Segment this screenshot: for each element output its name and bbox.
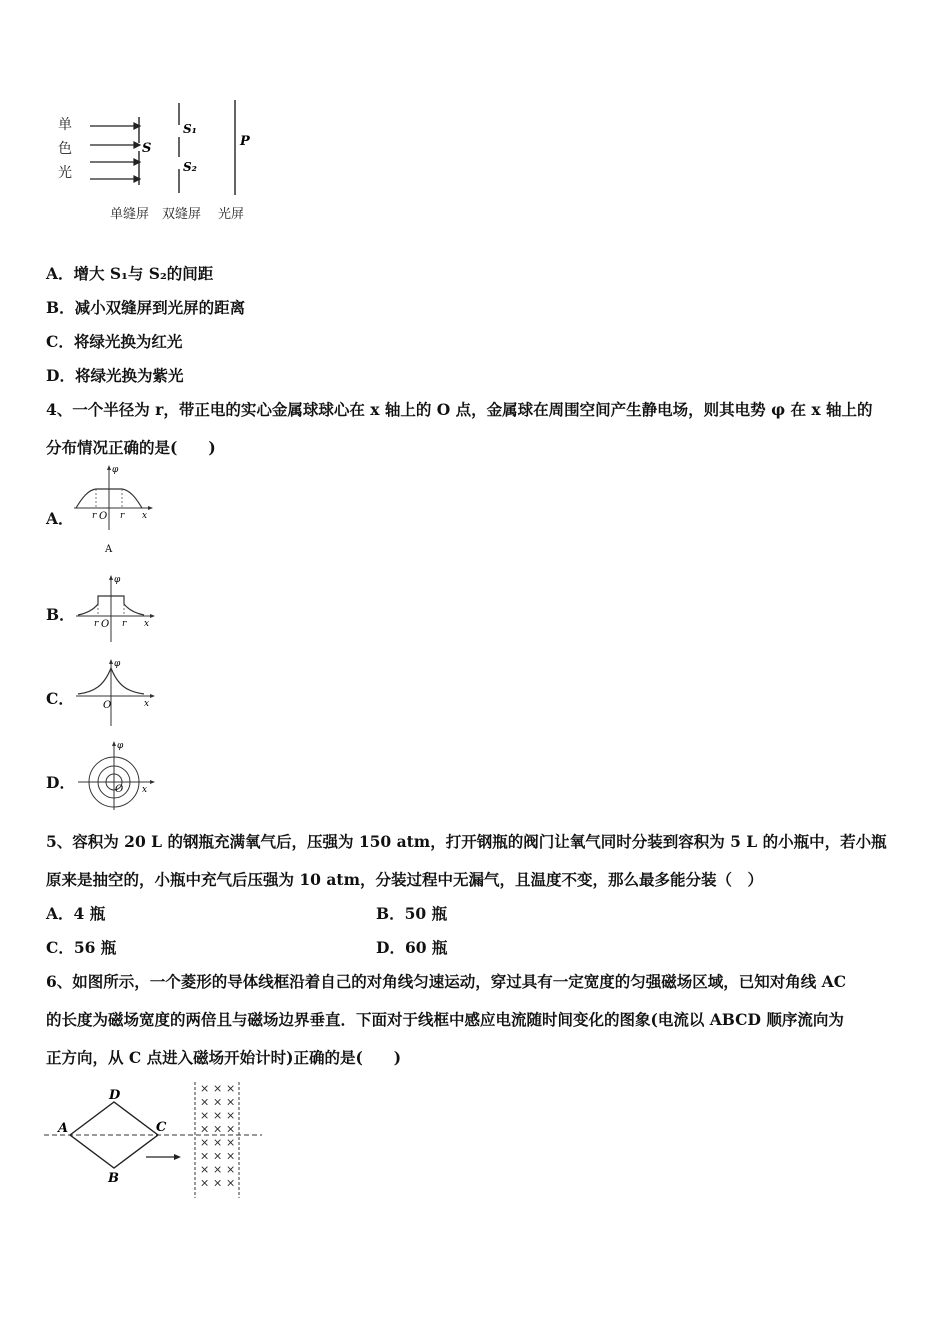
field-cross-icon: × <box>200 1082 210 1095</box>
option-text: 减小双缝屏到光屏的距离 <box>74 298 246 317</box>
vertex-b: B <box>108 1171 119 1186</box>
q3-option-c[interactable] <box>46 330 182 352</box>
field-cross-icon: × <box>213 1109 223 1122</box>
option-key: A． <box>46 264 74 283</box>
field-cross-icon: × <box>213 1095 223 1109</box>
axis-x: x <box>144 619 150 629</box>
q5-stem-line2: 原来是抽空的，小瓶中充气后压强为 10 atm，分装过程中无漏气，且温度不变，那么最多能分装（ ） <box>46 870 763 889</box>
option-key: C． <box>46 332 74 351</box>
option-text: 60 瓶 <box>404 938 448 957</box>
field-cross-icon: × <box>213 1122 223 1136</box>
label-s1: S₁ <box>183 122 197 136</box>
q4-graph-c[interactable] <box>74 656 164 728</box>
field-cross-icon: × <box>200 1109 210 1122</box>
light-char-3: 光 <box>58 165 72 181</box>
label-s: S <box>142 141 152 156</box>
q6-stem-line2: 的长度为磁场宽度的两倍且与磁场边界垂直．下面对于线框中感应电流随时间变化的图象(电流以 ABCD 顺序流向为 <box>46 1010 844 1029</box>
field-cross-icon: × <box>213 1149 223 1163</box>
field-cross-icon: × <box>200 1176 210 1190</box>
light-char-1: 单 <box>58 117 72 133</box>
q3-option-b[interactable] <box>46 296 245 318</box>
field-cross-icon: × <box>213 1136 223 1149</box>
axis-r-left: r <box>92 511 97 521</box>
axis-x: x <box>144 699 150 709</box>
q4-option-d-key[interactable]: D． <box>46 773 75 792</box>
vertex-a: A <box>58 1121 69 1136</box>
q4-graph-d[interactable] <box>74 738 164 812</box>
field-cross-icon: × <box>226 1122 236 1136</box>
axis-phi: φ <box>117 741 124 751</box>
field-cross-icon: × <box>226 1109 236 1122</box>
q5-stem-line1: 5、容积为 20 L 的钢瓶充满氧气后，压强为 150 atm，打开钢瓶的阀门让氧气同时分装到容积为 5 L 的小瓶中，若小瓶 <box>46 832 887 851</box>
axis-r-right: r <box>120 511 125 521</box>
option-key: D． <box>376 938 405 957</box>
option-key: C． <box>46 938 74 957</box>
label-s2: S₂ <box>183 160 197 174</box>
field-cross-icon: × <box>226 1095 236 1109</box>
field-cross-icon: × <box>213 1082 223 1095</box>
q5-option-b[interactable] <box>376 902 447 924</box>
field-cross-icon: × <box>200 1163 210 1176</box>
axis-phi: φ <box>112 465 119 475</box>
field-cross-icon: × <box>226 1149 236 1163</box>
option-key: B． <box>46 298 75 317</box>
q5-option-d[interactable] <box>376 936 447 958</box>
q3-option-d[interactable] <box>46 364 183 386</box>
light-char-2: 色 <box>58 141 72 157</box>
motion-arrow-icon <box>174 1154 181 1160</box>
option-text: 增大 S₁与 S₂的间距 <box>73 264 214 283</box>
axis-r-left: r <box>94 619 99 629</box>
caption-screen: 光屏 <box>218 207 245 222</box>
q4-option-a-key[interactable]: A． <box>46 509 74 528</box>
q4-graph-b[interactable] <box>74 572 164 644</box>
field-cross-icon: × <box>226 1176 236 1190</box>
axis-origin: O <box>101 619 110 630</box>
option-text: 50 瓶 <box>404 904 448 923</box>
axis-origin: O <box>115 784 124 795</box>
axis-x: x <box>142 511 148 521</box>
q6-stem-line1: 6、如图所示，一个菱形的导体线框沿着自己的对角线匀速运动，穿过具有一定宽度的匀强磁场区域，已知对角线 AC <box>46 972 847 991</box>
vertex-d: D <box>109 1088 121 1103</box>
q4-stem-line1: 4、一个半径为 r，带正电的实心金属球球心在 x 轴上的 O 点，金属球在周围空间产生静电场，则其电势 φ 在 x 轴上的 <box>46 400 873 419</box>
option-key: A． <box>46 904 74 923</box>
label-p: P <box>240 134 250 149</box>
field-cross-icon: × <box>226 1082 236 1095</box>
option-text: 将绿光换为红光 <box>73 332 183 351</box>
graph-caption: A <box>105 544 113 555</box>
axis-phi: φ <box>114 659 121 669</box>
axis-origin: O <box>99 511 108 522</box>
caption-single-slit: 单缝屏 <box>110 207 150 222</box>
axis-phi: φ <box>114 575 121 585</box>
option-key: D． <box>46 366 75 385</box>
q4-option-c-key[interactable]: C． <box>46 689 74 708</box>
field-cross-icon: × <box>200 1149 210 1163</box>
option-text: 4 瓶 <box>73 904 106 923</box>
rhombus-magnetic-field-figure <box>44 1080 266 1202</box>
field-cross-icon: × <box>213 1163 223 1176</box>
option-key: B． <box>376 904 405 923</box>
q5-option-a[interactable] <box>46 902 105 924</box>
caption-double-slit: 双缝屏 <box>162 207 202 222</box>
axis-origin: O <box>103 700 112 711</box>
field-cross-icon: × <box>200 1136 210 1149</box>
q4-graph-a[interactable] <box>72 462 162 557</box>
q4-option-b-key[interactable]: B． <box>46 605 75 624</box>
field-cross-icon: × <box>226 1163 236 1176</box>
axis-r-right: r <box>122 619 127 629</box>
option-text: 将绿光换为紫光 <box>74 366 184 385</box>
q6-stem-line3: 正方向，从 C 点进入磁场开始计时)正确的是( ) <box>46 1048 402 1067</box>
q3-option-a[interactable] <box>46 262 213 284</box>
q5-option-c[interactable] <box>46 936 116 958</box>
axis-x: x <box>142 785 148 795</box>
field-cross-icon: × <box>213 1176 223 1190</box>
field-cross-icon: × <box>226 1136 236 1149</box>
q4-stem-line2: 分布情况正确的是( ) <box>46 438 216 457</box>
option-text: 56 瓶 <box>73 938 117 957</box>
vertex-c: C <box>156 1120 167 1135</box>
field-cross-icon: × <box>200 1122 210 1136</box>
double-slit-figure <box>50 95 270 230</box>
field-cross-icon: × <box>200 1095 210 1109</box>
